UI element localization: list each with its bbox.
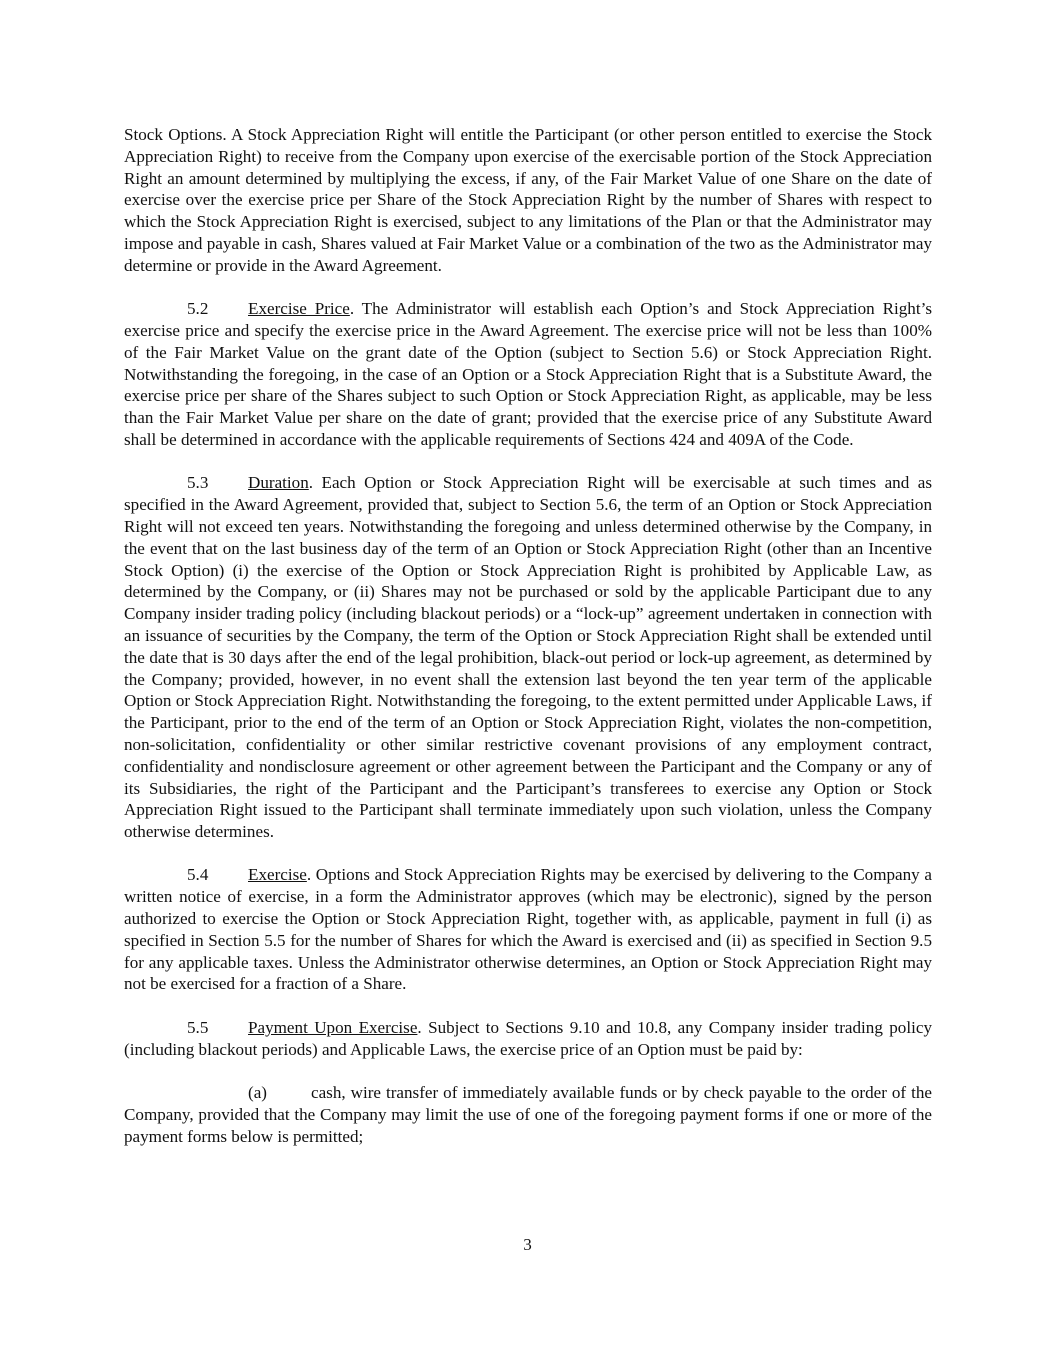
section-number: 5.5 <box>187 1017 209 1037</box>
section-body: . Options and Stock Appreciation Rights may be exercised by delivering to the Company a written notice of exercise, in a form the Administrator approves (which may be electronic), signed by the person authorized to exercise the Option or Stock Appreciation Right, together with, as applicable, payment in full (i) as specified in Section 5.5 for the number of Shares for which the Award is exercised and (ii) as specified in Section 9.5 for any applicable taxes. Unless the Administrator otherwise determines, an Option or Stock Appreciation Right may not be exercised for a fraction of a Share. <box>124 865 932 994</box>
intro-paragraph: Stock Options. A Stock Appreciation Right will entitle the Participant (or other person entitled to exercise the Stock Appreciation Right) to receive from the Company upon exercise of the exercisable portion of the Stock Appreciation Right an amount determined by multiplying the excess, if any, of the Fair Market Value of one Share on the date of exercise over the exercise price per Share of the Stock Appreciation Right by the number of Shares with respect to which the Stock Appreciation Right is exercised, subject to any limitations of the Plan or that the Administrator may impose and payable in cash, Shares valued at Fair Market Value or a combination of the two as the Administrator may determine or provide in the Award Agreement. <box>124 125 932 275</box>
section-5-5 <box>124 1017 932 1061</box>
section-number: 5.4 <box>187 865 209 885</box>
section-body: . Subject to Sections 9.10 and 10.8, any Company insider trading policy (including blackout periods) and Applicable Laws, the exercise price of an Option must be paid by: <box>124 1017 932 1059</box>
section-5-3 <box>124 472 932 843</box>
section-heading: Payment Upon Exercise <box>248 1017 418 1037</box>
section-heading: Duration <box>248 473 309 493</box>
page-number: 3 <box>523 1235 532 1254</box>
subsection-label: (a) <box>248 1083 267 1103</box>
section-body: . Each Option or Stock Appreciation Right will be exercisable at such times and as specified in the Award Agreement, provided that, subject to Section 5.6, the term of an Option or Stock Appreciation Right will not exceed ten years. Notwithstanding the foregoing and unless determined otherwise by the Company, in the event that on the last business day of the term of an Option or Stock Appreciation Right (other than an Incentive Stock Option) (i) the exercise of the Option or Stock Appreciation Right is prohibited by Applicable Law, as determined by the Company, or (ii) Shares may not be purchased or sold by the applicable Participant due to any Company insider trading policy (including blackout periods) or a “lock-up” agreement undertaken in connection with an issuance of securities by the Company, the term of the Option or Stock Appreciation Right shall be extended until the date that is 30 days after the end of the legal prohibition, black-out period or lock-up agreement, as determined by the Company; provided, however, in no event shall the extension last beyond the ten year term of the applicable Option or Stock Appreciation Right. Notwithstanding the foregoing, to the extent permitted under Applicable Laws, if the Participant, prior to the end of the term of an Option or Stock Appreciation Right, violates the non-competition, non-solicitation, confidentiality or other similar restrictive covenant provisions of any employment contract, confidentiality and nondisclosure agreement or other agreement between the Participant and the Company or any of its Subsidiaries, the right of the Participant and the Participant’s transferees to exercise any Option or Stock Appreciation Right issued to the Participant shall terminate immediately upon such violation, unless the Company otherwise determines. <box>124 473 932 842</box>
section-heading: Exercise Price <box>248 299 350 319</box>
subsection-a <box>124 1082 932 1147</box>
subsection-body: cash, wire transfer of immediately available funds or by check payable to the order of the Company, provided that the Company may limit the use of one of the foregoing payment forms if one or more of the payment forms below is permitted; <box>124 1083 932 1146</box>
section-5-4 <box>124 864 932 995</box>
section-heading: Exercise <box>248 865 307 885</box>
document-page <box>124 124 932 1169</box>
section-number: 5.3 <box>187 473 209 493</box>
section-body: . The Administrator will establish each Option’s and Stock Appreciation Right’s exercise price and specify the exercise price in the Award Agreement. The exercise price will not be less than 100% of the Fair Market Value on the grant date of the Option (subject to Section 5.6) or Stock Appreciation Right. Notwithstanding the foregoing, in the case of an Option or a Stock Appreciation Right that is a Substitute Award, the exercise price per share of the Shares subject to such Option or Stock Appreciation Right, as applicable, may be less than the Fair Market Value per share on the date of grant; provided that the exercise price of any Substitute Award shall be determined in accordance with the applicable requirements of Sections 424 and 409A of the Code. <box>124 299 932 449</box>
section-number: 5.2 <box>187 299 209 319</box>
section-5-2 <box>124 298 932 451</box>
